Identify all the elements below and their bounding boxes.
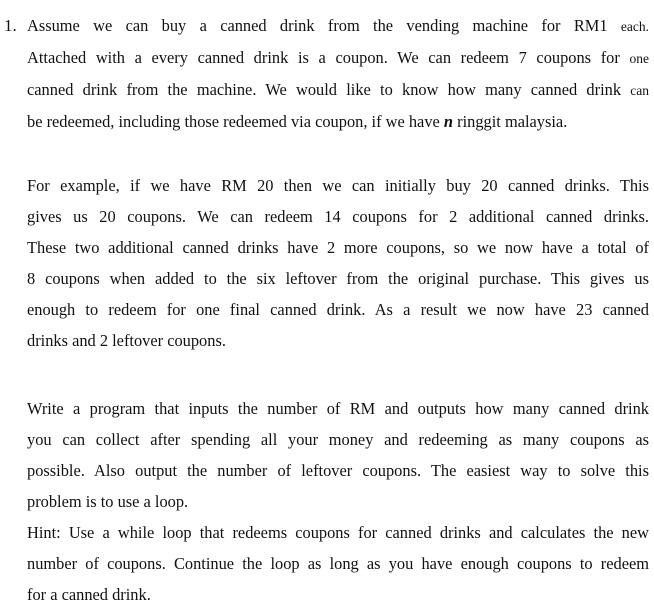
text-line: enough to redeem for one final canned drink. As a result we now have 23 canned [27, 300, 649, 319]
text-line: 8 coupons when added to the six leftover from the original purchase. This gives us [27, 269, 649, 288]
text-run-small: can [630, 83, 649, 98]
hint-line: number of coupons. Continue the loop as long as you have enough coupons to redeem [27, 554, 649, 573]
text-line: possible. Also output the number of leftover coupons. The easiest way to solve this [27, 461, 649, 480]
text-line: you can collect after spending all your money and redeeming as many coupons as [27, 430, 649, 449]
text-line [27, 74, 649, 106]
text-run: ringgit malaysia. [457, 112, 568, 131]
hint-line: for a canned drink. [27, 585, 151, 604]
text-line [27, 106, 649, 137]
text-line [27, 42, 649, 74]
hint-line: Hint: Use a while loop that redeems coupons for canned drinks and calculates the new [27, 523, 649, 542]
text-line: problem is to use a loop. [27, 492, 189, 511]
question-number: 1. [4, 16, 17, 35]
text-run: Assume we can buy a canned drink from the vending machine for RM1 [27, 16, 608, 35]
problem-statement-paragraph [27, 10, 649, 137]
text-line: For example, if we have RM 20 then we can initially buy 20 canned drinks. This [27, 176, 649, 195]
text-line: These two additional canned drinks have 2 more coupons, so we now have a total of [27, 238, 649, 257]
task-paragraph [27, 393, 649, 610]
text-run-small: each. [620, 19, 649, 34]
text-run: Attached with a every canned drink is a coupon. We can redeem 7 coupons for [27, 48, 620, 67]
text-line: Write a program that inputs the number of RM and outputs how many canned drink [27, 399, 649, 418]
text-line: gives us 20 coupons. We can redeem 14 coupons for 2 additional canned drinks. [27, 207, 649, 226]
text-run-small: one [629, 51, 649, 66]
text-run: canned drink from the machine. We would like to know how many canned drink [27, 80, 622, 99]
text-line: drinks and 2 leftover coupons. [27, 331, 226, 350]
variable-n: n [443, 112, 454, 131]
text-run: be redeemed, including those redeemed via coupon, if we have [27, 112, 440, 131]
example-paragraph [27, 170, 649, 356]
text-line [27, 10, 649, 42]
